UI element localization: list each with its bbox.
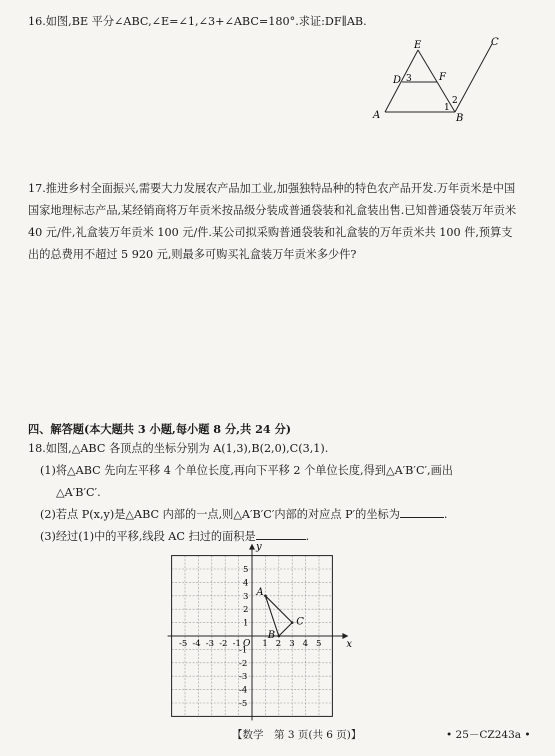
question-18-part2-end: . xyxy=(443,508,448,521)
angle-2-label: 2 xyxy=(452,96,458,106)
x-tick-label: 1 xyxy=(262,639,268,649)
x-tick-label: -3 xyxy=(205,639,215,649)
segment-eb xyxy=(418,50,455,112)
y-tick-label: -4 xyxy=(239,685,248,696)
x-axis-arrow xyxy=(342,633,348,639)
question-18-part3 xyxy=(40,529,309,544)
x-tick-label: 3 xyxy=(289,639,295,649)
label-c: C xyxy=(491,37,499,48)
question-18-part2 xyxy=(40,507,447,522)
label-f: F xyxy=(439,72,446,83)
x-tick-label: -4 xyxy=(192,639,201,649)
vertex-label-a: A xyxy=(256,586,264,598)
y-axis-arrow xyxy=(249,544,255,550)
vertex-b xyxy=(278,635,281,638)
question-16: 16.如图,BE 平分∠ABC,∠E=∠1,∠3+∠ABC=180°.求证:DF∥AB. xyxy=(28,15,367,28)
question-18-part3-end: . xyxy=(305,530,310,543)
origin-label: O xyxy=(243,639,251,649)
x-axis-label: x xyxy=(346,639,353,650)
x-tick-label: 4 xyxy=(302,639,309,649)
angle-1-label: 1 xyxy=(444,103,450,113)
question-18-part1-line1: (1)将△ABC 先向左平移 4 个单位长度,再向下平移 2 个单位长度,得到△A′B′C′,画出 xyxy=(40,464,453,477)
label-d: D xyxy=(393,75,402,86)
question-17: 17.推进乡村全面振兴,需要大力发展农产品加工业,加强独特品种的特色农产品开发.万年贡米是中国国家地理标志产品,某经销商将万年贡米按品级分装成普通袋装和礼盒装出售.已知普通袋装万年贡米 40 元/件,礼盒装万年贡米 100 元/件.某公司拟采购普通袋装和礼盒装的万年贡米共 100 件,预算支出的总费用不超过 5 920 元,则最多可购买礼盒装万年贡米多少件? xyxy=(28,182,517,261)
page-footer: 【数学 第 3 页(共 6 页)】 xyxy=(232,729,362,741)
y-tick-label: 2 xyxy=(243,605,249,616)
triangle-abc xyxy=(265,596,292,636)
y-tick-label: -2 xyxy=(239,658,248,669)
vertex-c xyxy=(291,621,294,624)
question-18-part1-line2: △A′B′C′. xyxy=(56,486,101,499)
vertex-label-b: B xyxy=(267,630,276,641)
answer-blank-3[interactable] xyxy=(256,539,306,540)
ray-bc xyxy=(455,44,492,112)
segment-ae xyxy=(385,50,418,112)
answer-blank-2[interactable] xyxy=(400,517,444,518)
x-tick-label: -5 xyxy=(179,639,188,649)
paper-code: • 25－CZ243a • xyxy=(446,729,531,741)
label-b: B xyxy=(456,113,464,124)
y-tick-label: -5 xyxy=(239,699,248,709)
label-a: A xyxy=(373,110,381,121)
label-e: E xyxy=(414,40,422,51)
y-tick-label: -3 xyxy=(239,672,248,683)
question-18-part2-text: (2)若点 P(x,y)是△ABC 内部的一点,则△A′B′C′内部的对应点 P′的坐标为 xyxy=(40,508,400,521)
question-18-part3-text: (3)经过(1)中的平移,线段 AC 扫过的面积是 xyxy=(40,530,256,543)
y-tick-label: 4 xyxy=(243,578,249,589)
vertex-label-c: C xyxy=(296,616,304,628)
y-tick-label: 5 xyxy=(243,565,249,575)
angle-3-label: 3 xyxy=(406,74,412,84)
grid-frame xyxy=(172,556,333,717)
y-tick-label: 1 xyxy=(243,618,249,629)
question-18-stem: 18.如图,△ABC 各顶点的坐标分别为 A(1,3),B(2,0),C(3,1). xyxy=(28,442,329,455)
vertex-a xyxy=(264,595,267,598)
y-axis-label: y xyxy=(256,541,262,553)
section-title: 四、解答题(本大题共 3 小题,每小题 8 分,共 24 分) xyxy=(28,422,292,436)
y-tick-label: 3 xyxy=(243,591,249,602)
x-tick-label: 2 xyxy=(275,639,282,649)
y-tick-label: -1 xyxy=(239,645,248,656)
x-tick-label: -1 xyxy=(232,639,241,649)
x-tick-label: -2 xyxy=(219,639,228,649)
x-tick-label: 5 xyxy=(316,639,322,649)
